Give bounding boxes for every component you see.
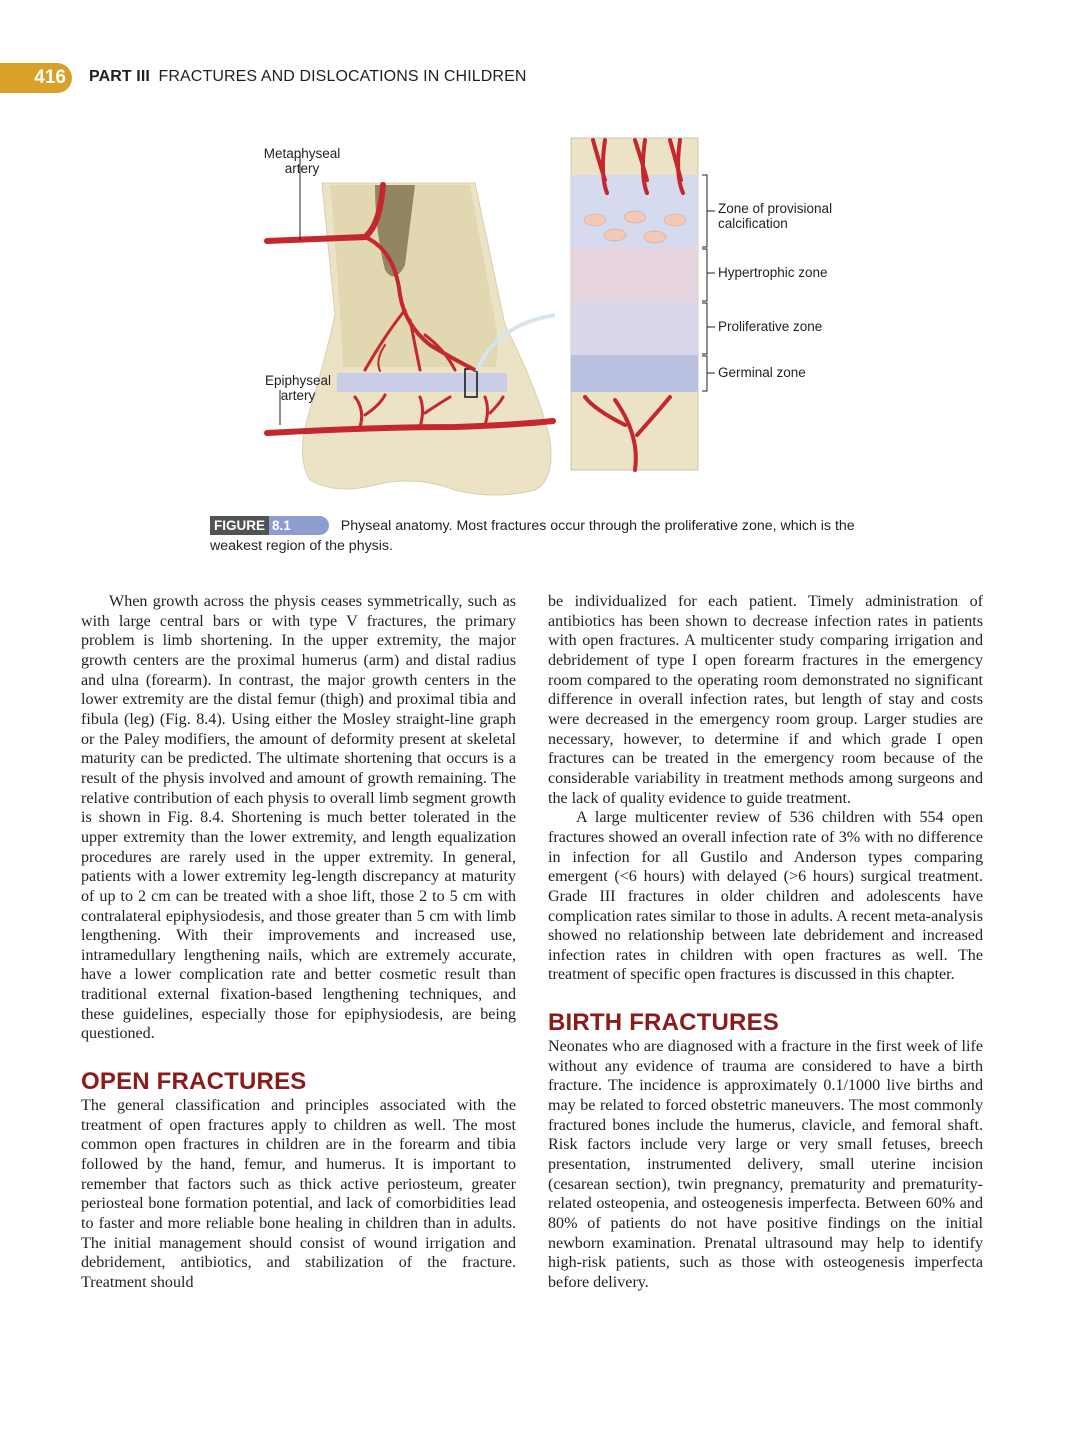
part-label: PART III — [89, 68, 150, 85]
label-line: artery — [280, 388, 316, 403]
label-line: artery — [284, 161, 320, 176]
figure-badge-number: 8.1 — [269, 516, 329, 535]
label-epiphyseal-artery — [258, 373, 338, 403]
body-paragraph: The general classification and principles associated with the treatment of open fractures apply to children as well. The most common open fractures in children are in the forearm and tibia followed by the hand, femur, and humerus. It is important to remember that factors such as thick active periosteum, greater periosteal bone formation potential, and lack of comorbidities lead to faster and more reliable bone healing in children than in adults. The initial management should consist of wound irrigation and debridement, antibiotics, and stabilization of the fracture. Treatment should — [81, 1097, 516, 1291]
label-proliferative-zone: Proliferative zone — [718, 319, 823, 334]
label-metaphyseal-artery — [262, 146, 342, 176]
figure-caption — [210, 516, 870, 556]
part-title: FRACTURES AND DISLOCATIONS IN CHILDREN — [158, 68, 527, 85]
running-head-title — [89, 68, 527, 86]
label-germinal-zone: Germinal zone — [718, 365, 806, 380]
figure-physeal-anatomy — [255, 135, 875, 505]
figure-badge-word: FIGURE — [210, 516, 269, 535]
body-paragraph: A large multicenter review of 536 children with 554 open fractures showed an overall infection rate of 3% with no difference in infection for all Gustilo and Anderson types comparing emergent (<6 hours) with delayed (>6 hours) surgical treatment. Grade III fractures in older children and adolescents have complication rates similar to those in adults. A recent meta-analysis showed no relationship between late debridement and increased infection rates in children with open fractures as well. The treatment of specific open fractures is discussed in this chapter. — [548, 809, 983, 984]
body-paragraph: When growth across the physis ceases symmetrically, such as with large central bars or with type V fractures, the primary problem is limb shortening. In the upper extremity, the major growth centers are the proximal humerus (arm) and distal radius and ulna (forearm). In contrast, the major growth centers in the lower extremity are the distal femur (thigh) and proximal tibia and fibula (leg) (Fig. 8.4). Using either the Mosley straight-line graph or the Paley modifiers, the amount of deformity present at skeletal maturity can be predicted. The ultimate shortening that occurs is a result of the physis involved and amount of growth remaining. The relative contribution of each physis to overall limb segment growth is shown in Fig. 8.4. Shortening is much better tolerated in the upper extremity than the lower extremity, and length equalization procedures are rarely used in the upper extremity. In general, patients with a lower extremity leg-length discrepancy at maturity of up to 2 cm can be treated with a shoe lift, those 2 to 5 cm with contralateral epiphysiodesis, and those greater than 5 cm with limb lengthening. With their improvements and increased use, intramedullary lengthening nails, which are extremely accurate, have a lower complication rate and better cosmetic result than traditional external fixation-based lengthening techniques, and these guidelines, especially those for epiphysiodesis, are being questioned. — [81, 593, 516, 1043]
label-line: calcification — [718, 216, 788, 231]
left-column — [81, 592, 516, 1293]
caption-text: Physeal anatomy. Most fractures occur through the proliferative zone, which is the weakest region of the physis. — [210, 518, 855, 554]
section-heading-open-fractures: OPEN FRACTURES — [81, 1068, 307, 1096]
label-line: Epiphyseal — [264, 373, 332, 388]
body-paragraph: be individualized for each patient. Timely administration of antibiotics has been shown to decrease infection rates in patients with open fractures. A multicenter study comparing irrigation and debridement of type I open forearm fractures in the emergency room compared to the operating room demonstrated no significant difference in overall infection rates, but length of stay and costs were decreased in the emergency room group. Larger studies are necessary, however, to determine if and which grade I open fractures can be treated in the emergency room because of the considerable variability in treatment methods among surgeons and the lack of quality evidence to guide treatment. — [548, 593, 983, 807]
label-line: Metaphyseal — [263, 146, 341, 161]
label-zone-provisional-calcification — [718, 201, 832, 231]
running-header — [0, 63, 1080, 95]
body-paragraph: Neonates who are diagnosed with a fracture in the first week of life without any evidence of trauma are considered to have a birth fracture. The incidence is approximately 0.1/1000 live births and may be related to forced obstetric maneuvers. The most commonly fractured bones include the humerus, clavicle, and femoral shaft. Risk factors include very large or very small fetuses, breech presentation, instrumented delivery, small uterine incision (cesarean section), twin pregnancy, prematurity and prematurity-related osteopenia, and osteogenesis imperfecta. Between 60% and 80% of patients do not have positive findings on the initial newborn examination. Prenatal ultrasound may help to identify high-risk patients, such as those with osteogenesis imperfecta before delivery. — [548, 1038, 983, 1291]
section-heading-birth-fractures: BIRTH FRACTURES — [548, 1009, 779, 1037]
right-column — [548, 592, 983, 1293]
page-number: 416 — [0, 63, 72, 93]
figure-badge — [210, 516, 329, 535]
label-hypertrophic-zone: Hypertrophic zone — [718, 265, 828, 280]
label-line: Zone of provisional — [718, 201, 833, 216]
